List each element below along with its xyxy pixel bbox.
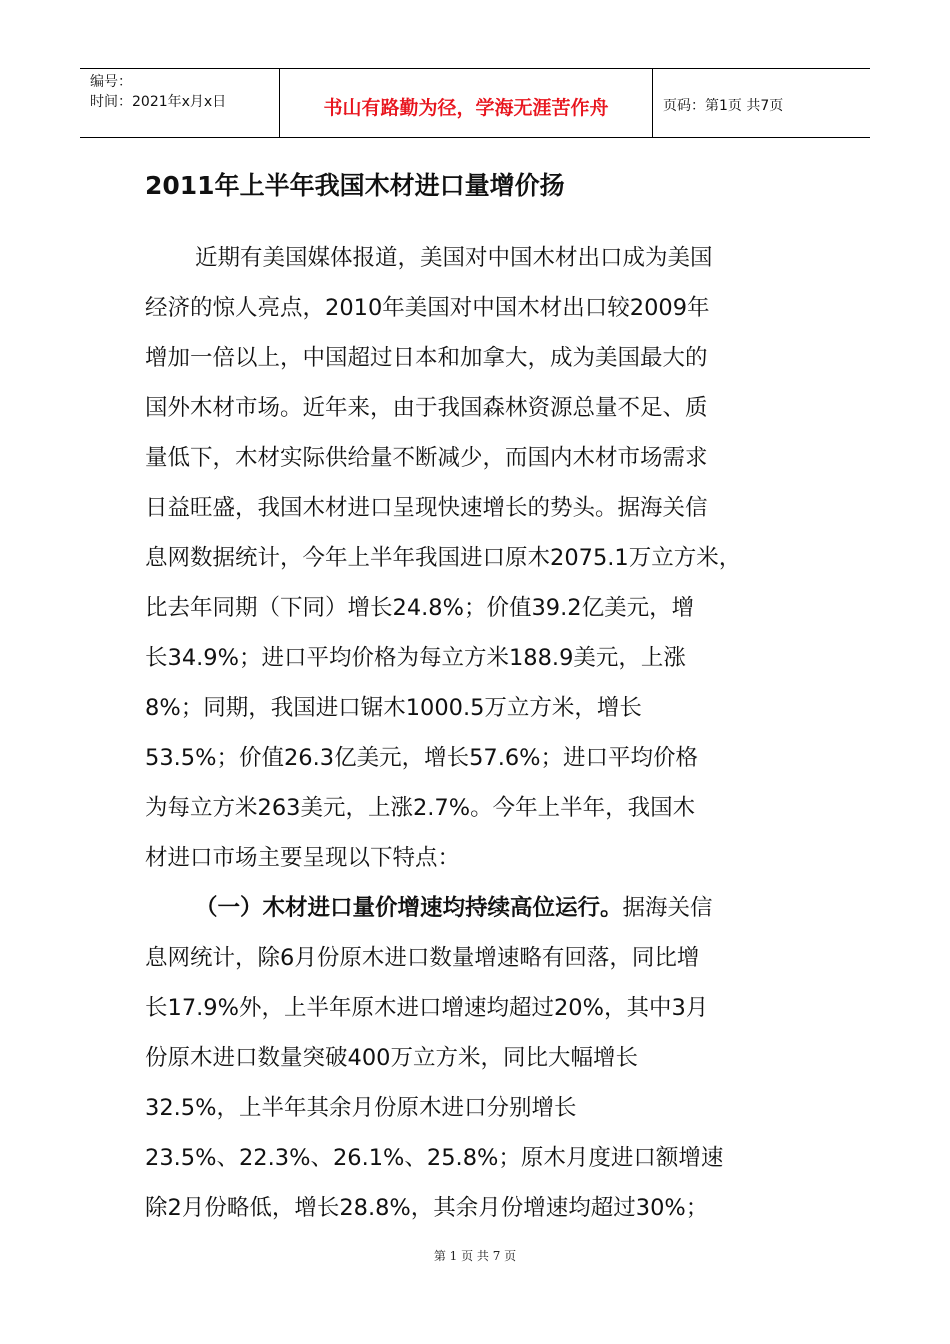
number-label: 编号： [90,74,132,90]
paragraph-line: 23.5%、22.3%、26.1%、25.8%；原木月度进口额增速 [145,1145,724,1171]
paragraph-line: 国外木材市场。近年来，由于我国森林资源总量不足、质 [145,395,708,421]
paragraph-line: 近期有美国媒体报道，美国对中国木材出口成为美国 [195,245,713,271]
document-title: 2011年上半年我国木材进口量增价扬 [145,171,565,200]
section-heading-line [145,883,845,933]
paragraph-line: 8%；同期，我国进口锯木1000.5万立方米，增长 [145,695,642,721]
page-header [80,68,870,138]
paragraph-line: 经济的惊人亮点，2010年美国对中国木材出口较2009年 [145,295,710,321]
header-meta [80,69,280,137]
paragraph-line: 日益旺盛，我国木材进口呈现快速增长的势头。据海关信 [145,495,708,521]
paragraph-line: 长34.9%；进口平均价格为每立方米188.9美元，上涨 [145,645,686,671]
section-heading: （一）木材进口量价增速均持续高位运行。 [195,895,623,921]
document-body [145,233,845,1233]
header-motto: 书山有路勤为径，学海无涯苦作舟 [280,69,653,137]
paragraph-line: 为每立方米263美元，上涨2.7%。今年上半年，我国木 [145,795,696,821]
paragraph-line: 份原木进口数量突破400万立方米，同比大幅增长 [145,1045,638,1071]
paragraph-line: 长17.9%外，上半年原木进口增速均超过20%，其中3月 [145,995,709,1021]
paragraph-line: 量低下，木材实际供给量不断减少，而国内木材市场需求 [145,445,708,471]
paragraph-line: 息网统计，除6月份原木进口数量增速略有回落，同比增 [145,945,700,971]
paragraph-line: 除2月份略低，增长28.8%，其余月份增速均超过30%； [145,1195,709,1221]
paragraph-line: 息网数据统计，今年上半年我国进口原木2075.1万立方米， [145,545,742,571]
time-label: 时间：2021年x月x日 [90,94,227,110]
section-heading-rest: 据海关信 [622,895,713,921]
paragraph-line: 材进口市场主要呈现以下特点： [145,845,461,871]
paragraph-line: 增加一倍以上，中国超过日本和加拿大，成为美国最大的 [145,345,708,371]
paragraph-line: 53.5%；价值26.3亿美元，增长57.6%；进口平均价格 [145,745,699,771]
page-footer: 第 1 页 共 7 页 [433,1249,517,1263]
header-page-code: 页码：第1页 共7页 [663,98,784,114]
paragraph-line: 32.5%，上半年其余月份原木进口分别增长 [145,1095,577,1121]
paragraph-line: 比去年同期（下同）增长24.8%；价值39.2亿美元，增 [145,595,695,621]
